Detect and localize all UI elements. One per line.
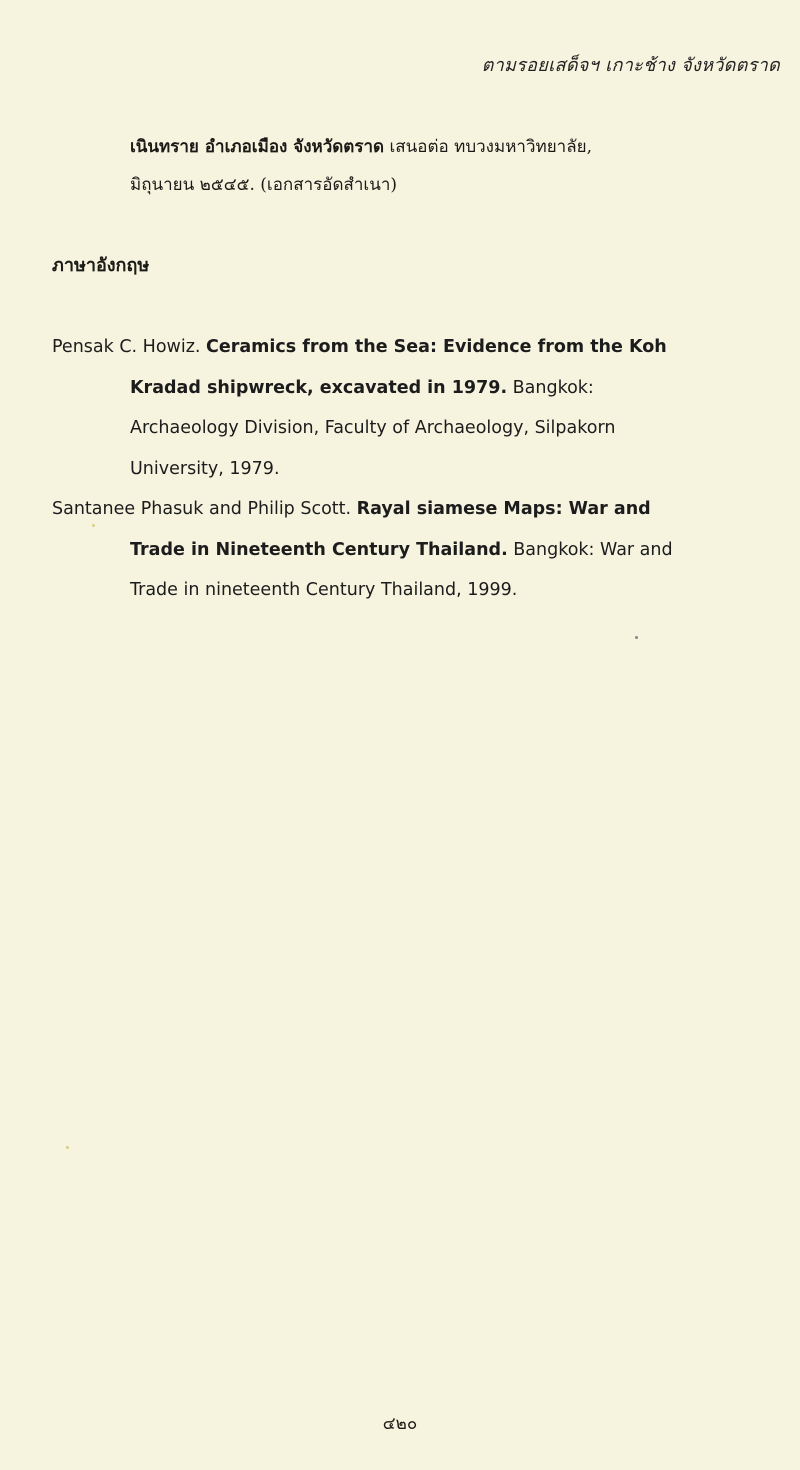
thai-bibliography-entry bbox=[130, 128, 770, 204]
thai-entry-date: มิถุนายน ๒๕๔๕. (เอกสารอัดสำเนา) bbox=[130, 175, 398, 195]
reference-entry bbox=[52, 489, 772, 611]
paper-speck bbox=[635, 636, 638, 639]
reference-line: University, 1979. bbox=[130, 458, 280, 479]
section-heading-english: ภาษาอังกฤษ bbox=[52, 255, 150, 276]
reference-entry bbox=[52, 327, 772, 489]
running-header: ตามรอยเสด็จฯ เกาะช้าง จังหวัดตราด bbox=[481, 55, 780, 76]
reference-line: Santanee Phasuk and Philip Scott. Rayal siamese Maps: War and bbox=[52, 499, 651, 519]
paper-speck bbox=[66, 1146, 69, 1149]
paper-speck bbox=[92, 524, 95, 527]
reference-line: Trade in Nineteenth Century Thailand. Bangkok: War and bbox=[130, 539, 673, 560]
page-number: ๔๒๐ bbox=[382, 1414, 418, 1434]
reference-line: Pensak C. Howiz. Ceramics from the Sea: Evidence from the Koh bbox=[52, 337, 667, 357]
thai-entry-title: เนินทราย อำเภอเมือง จังหวัดตราด เสนอต่อ ทบวงมหาวิทยาลัย, bbox=[130, 137, 592, 157]
reference-line: Kradad shipwreck, excavated in 1979. Bangkok: bbox=[130, 377, 594, 398]
reference-line: Archaeology Division, Faculty of Archaeology, Silpakorn bbox=[130, 418, 616, 438]
reference-line: Trade in nineteenth Century Thailand, 1999. bbox=[130, 580, 518, 600]
